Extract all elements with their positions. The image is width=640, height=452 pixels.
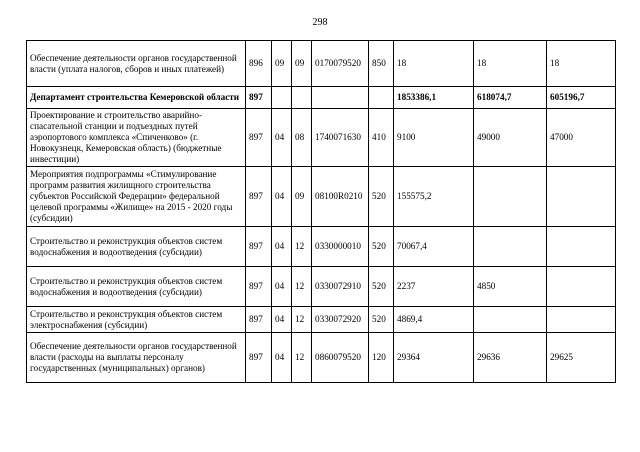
amount-year1-cell: 9100 (394, 109, 474, 167)
page-number: 298 (312, 17, 328, 28)
amount-year3-cell (547, 267, 616, 307)
subsection-code-cell: 12 (292, 267, 312, 307)
amount-year2-cell (474, 167, 547, 227)
amount-year2-cell: 29636 (474, 333, 547, 383)
amount-year1-cell: 70067,4 (394, 227, 474, 267)
table-row (27, 109, 616, 167)
amount-year3-cell (547, 307, 616, 333)
target-article-cell: 0330072910 (312, 267, 369, 307)
amount-year3-cell (547, 167, 616, 227)
target-article-cell: 0170079520 (312, 41, 369, 87)
amount-year2-cell (474, 307, 547, 333)
row-name-cell: Строительство и реконструкция объектов систем водоснабжения и водоотведения (субсидии) (27, 267, 246, 307)
target-article-cell (312, 87, 369, 109)
amount-year3-cell (547, 227, 616, 267)
row-name-cell: Обеспечение деятельности органов государственной власти (уплата налогов, сборов и иных платежей) (27, 41, 246, 87)
target-article-cell: 0330000010 (312, 227, 369, 267)
ved-code-cell: 896 (246, 41, 272, 87)
target-article-cell: 0860079520 (312, 333, 369, 383)
section-code-cell (272, 87, 292, 109)
budget-table (26, 40, 616, 383)
subsection-code-cell: 12 (292, 227, 312, 267)
amount-year1-cell: 4869,4 (394, 307, 474, 333)
section-code-cell: 04 (272, 267, 292, 307)
amount-year1-cell: 155575,2 (394, 167, 474, 227)
amount-year2-cell: 49000 (474, 109, 547, 167)
amount-year2-cell: 618074,7 (474, 87, 547, 109)
section-code-cell: 04 (272, 167, 292, 227)
expense-type-cell: 520 (369, 167, 394, 227)
subsection-code-cell: 12 (292, 333, 312, 383)
target-article-cell: 08100R0210 (312, 167, 369, 227)
table-row (27, 227, 616, 267)
amount-year1-cell: 29364 (394, 333, 474, 383)
amount-year3-cell: 47000 (547, 109, 616, 167)
table-row (27, 87, 616, 109)
subsection-code-cell: 12 (292, 307, 312, 333)
section-code-cell: 04 (272, 109, 292, 167)
target-article-cell: 1740071630 (312, 109, 369, 167)
amount-year1-cell: 18 (394, 41, 474, 87)
expense-type-cell: 520 (369, 227, 394, 267)
subsection-code-cell: 08 (292, 109, 312, 167)
amount-year1-cell: 1853386,1 (394, 87, 474, 109)
subsection-code-cell: 09 (292, 167, 312, 227)
expense-type-cell: 410 (369, 109, 394, 167)
ved-code-cell: 897 (246, 167, 272, 227)
section-code-cell: 04 (272, 307, 292, 333)
table-row (27, 41, 616, 87)
ved-code-cell: 897 (246, 307, 272, 333)
target-article-cell: 0330072920 (312, 307, 369, 333)
ved-code-cell: 897 (246, 87, 272, 109)
section-code-cell: 04 (272, 333, 292, 383)
table-row (27, 267, 616, 307)
section-code-cell: 04 (272, 227, 292, 267)
amount-year3-cell: 18 (547, 41, 616, 87)
section-code-cell: 09 (272, 41, 292, 87)
amount-year1-cell: 2237 (394, 267, 474, 307)
amount-year2-cell (474, 227, 547, 267)
row-name-cell: Строительство и реконструкция объектов систем водоснабжения и водоотведения (субсидии) (27, 227, 246, 267)
subsection-code-cell: 09 (292, 41, 312, 87)
expense-type-cell: 520 (369, 307, 394, 333)
row-name-cell: Строительство и реконструкция объектов систем электроснабжения (субсидии) (27, 307, 246, 333)
expense-type-cell (369, 87, 394, 109)
amount-year2-cell: 4850 (474, 267, 547, 307)
expense-type-cell: 520 (369, 267, 394, 307)
table-row (27, 167, 616, 227)
ved-code-cell: 897 (246, 227, 272, 267)
amount-year3-cell: 605196,7 (547, 87, 616, 109)
table-row (27, 307, 616, 333)
amount-year3-cell: 29625 (547, 333, 616, 383)
expense-type-cell: 850 (369, 41, 394, 87)
row-name-cell: Обеспечение деятельности органов государственной власти (расходы на выплаты персоналу государственных (муниципальных) органов) (27, 333, 246, 383)
ved-code-cell: 897 (246, 333, 272, 383)
subsection-code-cell (292, 87, 312, 109)
row-name-cell: Департамент строительства Кемеровской области (27, 87, 246, 109)
expense-type-cell: 120 (369, 333, 394, 383)
amount-year2-cell: 18 (474, 41, 547, 87)
table-row (27, 333, 616, 383)
row-name-cell: Проектирование и строительство аварийно-спасательной станции и подъездных путей аэропортового комплекса «Спиченково» (г. Новокузнецк, Кемеровская область) (бюджетные инвестиции) (27, 109, 246, 167)
ved-code-cell: 897 (246, 267, 272, 307)
row-name-cell: Мероприятия подпрограммы «Стимулирование программ развития жилищного строительства субъектов Российской Федерации» федеральной целевой программы «Жилище» на 2015 - 2020 годы (субсидии) (27, 167, 246, 227)
ved-code-cell: 897 (246, 109, 272, 167)
